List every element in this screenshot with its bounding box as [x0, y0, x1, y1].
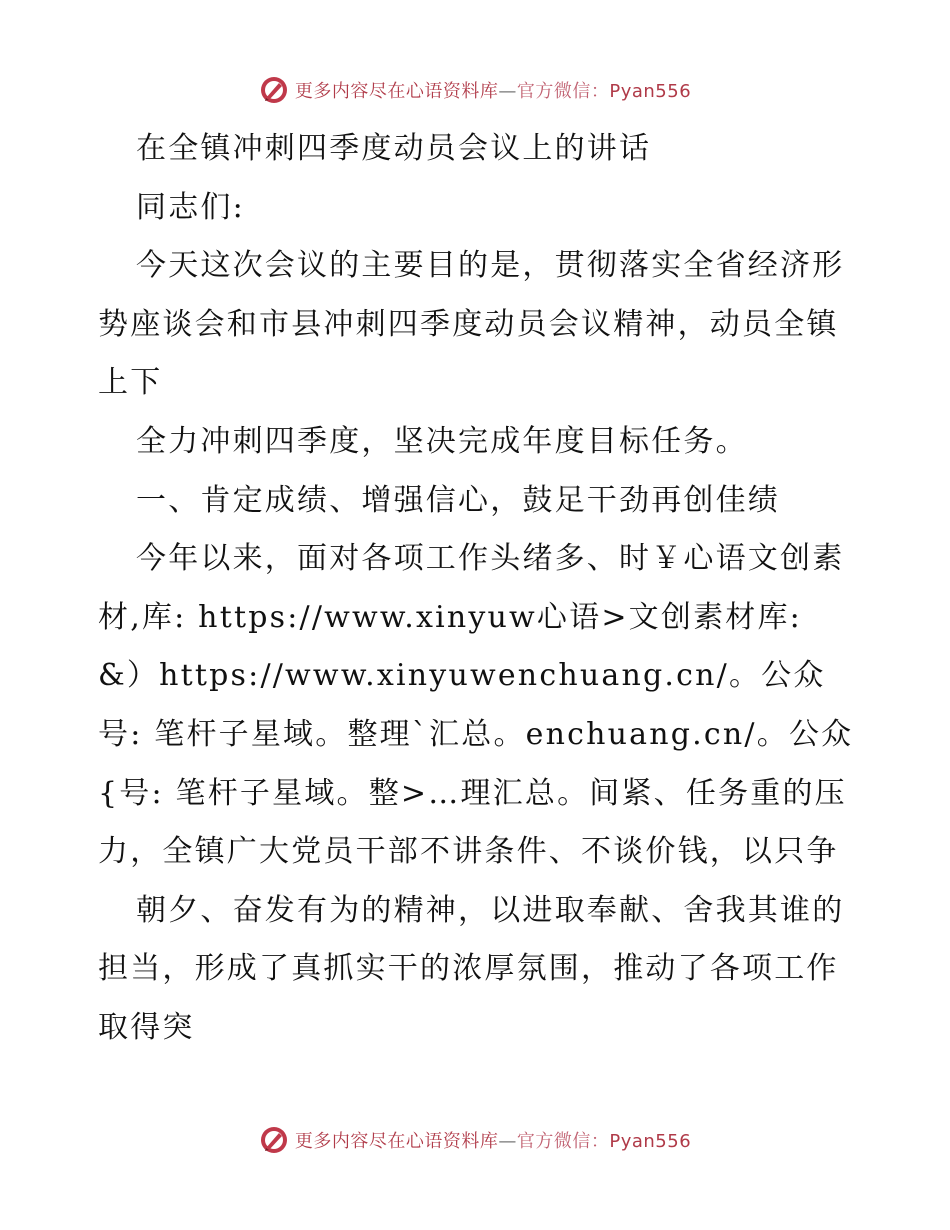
salutation: 同志们: — [136, 189, 245, 225]
body-paragraph: 全力冲刺四季度，坚决完成年度目标任务。 — [136, 423, 748, 459]
watermark-text — [295, 77, 691, 103]
document-body — [98, 120, 858, 1058]
document-title: 在全镇冲刺四季度动员会议上的讲话 — [136, 131, 652, 166]
watermark-wechat-id: Pyan556 — [609, 81, 692, 102]
watermark-wechat-label: 官方微信： — [516, 1131, 610, 1152]
header-watermark-banner — [0, 72, 950, 108]
pen-logo-icon — [259, 1125, 289, 1155]
watermark-group — [259, 75, 691, 105]
watermark-wechat-label: 官方微信： — [516, 81, 610, 102]
watermark-dash: — — [498, 81, 517, 102]
watermark-site-name: 更多内容尽在心语资料库 — [294, 1131, 499, 1152]
watermark-wechat-id: Pyan556 — [609, 1131, 692, 1152]
watermark-dash: — — [498, 1131, 517, 1152]
body-paragraph: 今天这次会议的主要目的是，贯彻落实全省经济形势座谈会和市县冲刺四季度动员会议精神，动员全镇上下 — [98, 248, 845, 401]
body-paragraph: 朝夕、奋发有为的精神，以进取奉献、舍我其谁的担当，形成了真抓实干的浓厚氛围，推动了各项工作取得突 — [98, 892, 845, 1045]
watermark-site-name: 更多内容尽在心语资料库 — [294, 81, 499, 102]
watermark-group — [259, 1125, 691, 1155]
pen-logo-icon — [259, 75, 289, 105]
footer-watermark-banner — [0, 1122, 950, 1158]
section-heading: 一、肯定成绩、增强信心，鼓足干劲再创佳绩 — [136, 482, 780, 518]
watermark-text — [295, 1127, 691, 1153]
body-paragraph: 今年以来，面对各项工作头绪多、时￥心语文创素材,库: https://www.xinyuw心语>文创素材库: &）https://www.xinyuwenchuang.cn/。公众号: 笔杆子星域。整理`汇总。enchuang.cn/。公众{号: 笔杆子星域。整>…理汇总。间紧、任务重的压力，全镇广大党员干部不讲条件、不谈价钱，以只争 — [98, 541, 854, 870]
